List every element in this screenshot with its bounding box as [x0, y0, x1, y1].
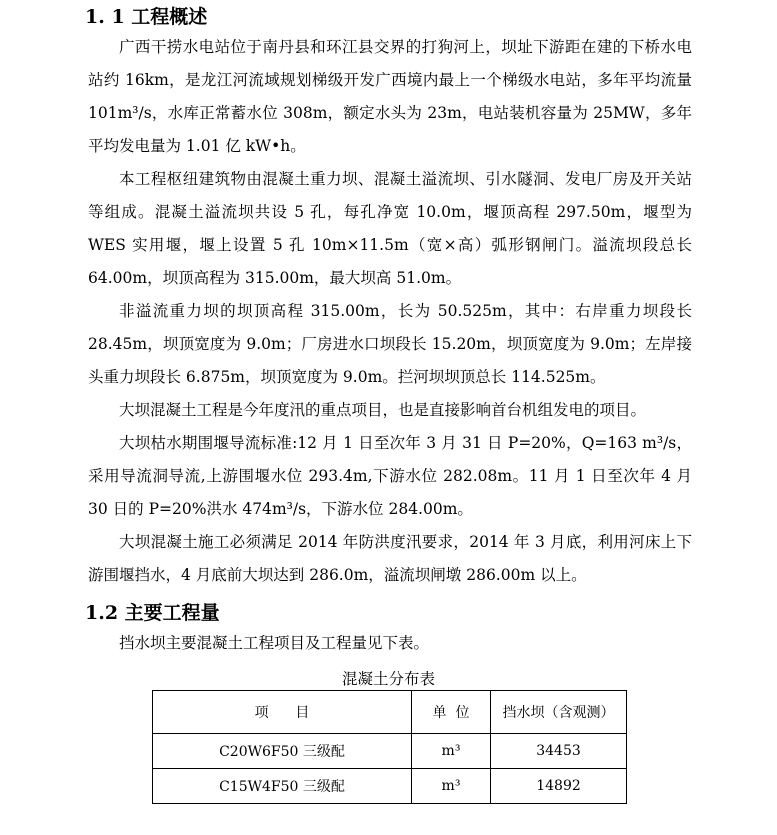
paragraph-quantities-intro: 挡水坝主要混凝土工程项目及工程量见下表。	[119, 634, 430, 652]
paragraph-key-project: 大坝混凝土工程是今年度汛的重点项目，也是直接影响首台机组发电的项目。	[119, 401, 647, 419]
cell-quantity: 34453	[491, 734, 627, 769]
section-2-heading: 1.2 主要工程量	[85, 602, 220, 624]
table-header-row	[153, 691, 627, 734]
header-item: 项 目	[153, 691, 412, 734]
table-title: 混凝土分布表	[341, 670, 435, 688]
section-1-heading: 1. 1 工程概述	[85, 6, 208, 28]
table-row	[153, 734, 627, 769]
concrete-distribution-table	[152, 690, 627, 804]
cell-quantity: 14892	[491, 769, 627, 804]
paragraph-flood-control: 大坝混凝土施工必须满足 2014 年防洪度汛要求，2014 年 3 月底，利用河床上下游围堰挡水，4 月底前大坝达到 286.0m，溢流坝闸墩 286.00m 以上。	[88, 533, 692, 584]
paragraph-structures: 本工程枢纽建筑物由混凝土重力坝、混凝土溢流坝、引水隧洞、发电厂房及开关站等组成。混凝土溢流坝共设 5 孔，每孔净宽 10.0m，堰顶高程 297.50m，堰型为 WES 实用堰，堰上设置 5 孔 10m×11.5m（宽×高）弧形钢闸门。溢流坝段总长 64.00m，坝顶高程为 315.00m，最大坝高 51.0m。	[88, 170, 692, 287]
cell-unit: m³	[412, 734, 491, 769]
table-row	[153, 769, 627, 804]
paragraph-diversion: 大坝枯水期围堰导流标准:12 月 1 日至次年 3 月 31 日 P=20%，Q=163 m³/s，采用导流洞导流,上游围堰水位 293.4m,下游水位 282.08m。11 月 1 日至次年 4 月 30 日的 P=20%洪水 474m³/s，下游水位 284.00m。	[88, 434, 692, 518]
cell-item: C20W6F50 三级配	[153, 734, 412, 769]
paragraph-overview: 广西干捞水电站位于南丹县和环江县交界的打狗河上，坝址下游距在建的下桥水电站约 16km，是龙江河流域规划梯级开发广西境内最上一个梯级水电站，多年平均流量 101m³/s，水库正常蓄水位 308m，额定水头为 23m，电站装机容量为 25MW，多年平均发电量为 1.01 亿 kW•h。	[88, 38, 692, 155]
cell-item: C15W4F50 三级配	[153, 769, 412, 804]
header-unit: 单 位	[412, 691, 491, 734]
header-quantity: 挡水坝（含观测）	[491, 691, 627, 734]
paragraph-gravity-dam: 非溢流重力坝的坝顶高程 315.00m，长为 50.525m，其中：右岸重力坝段长 28.45m，坝顶宽度为 9.0m；厂房进水口坝段长 15.20m，坝顶宽度为 9.0m；左岸接头重力坝段长 6.875m，坝顶宽度为 9.0m。拦河坝坝顶总长 114.525m。	[88, 302, 692, 386]
cell-unit: m³	[412, 769, 491, 804]
